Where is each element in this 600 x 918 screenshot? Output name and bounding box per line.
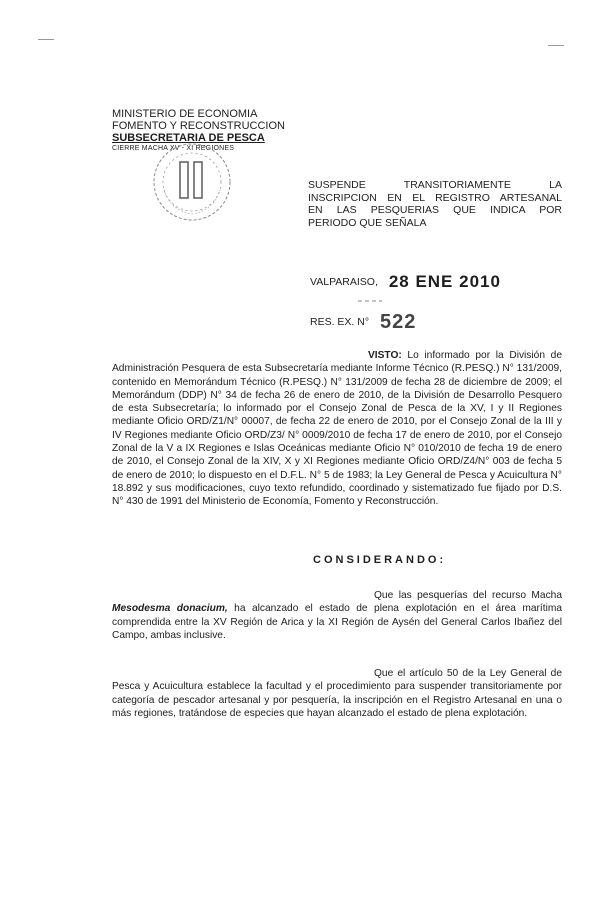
resolution-stamp-number: 522 bbox=[379, 311, 417, 333]
species-name: Mesodesma donacium, bbox=[112, 603, 228, 615]
official-seal-stamp bbox=[150, 140, 234, 224]
considerando-heading: CONSIDERANDO: bbox=[313, 554, 447, 566]
ministry-line-1: MINISTERIO DE ECONOMIA bbox=[112, 108, 258, 120]
scan-mark bbox=[358, 299, 382, 303]
city-label: VALPARAISO, bbox=[310, 276, 378, 288]
resolution-number bbox=[310, 311, 416, 334]
considerando-paragraph-2 bbox=[112, 667, 562, 720]
subject-block bbox=[308, 179, 562, 229]
visto-lead: VISTO: bbox=[368, 350, 402, 361]
paragraph-text: Acuicultura establece la facultad y el procedimiento para suspender transitoriamente por categoría de pescador artesanal y por pesquería, la inscripción en el Registro Artesanal en una o más regiones, tratándose de especies que hayan alcanzado el estado de plena explotación. bbox=[112, 681, 562, 719]
subsecretaria-title: SUBSECRETARIA DE PESCA bbox=[112, 132, 265, 144]
subject-line: INSCRIPCION EN EL REGISTRO ARTESANAL bbox=[308, 191, 562, 204]
scan-mark bbox=[38, 38, 54, 41]
place-date bbox=[310, 272, 501, 292]
ministry-line-2: FOMENTO Y RECONSTRUCCION bbox=[112, 120, 285, 132]
scan-mark bbox=[548, 44, 564, 47]
subject-line: SUSPENDE TRANSITORIAMENTE LA bbox=[308, 179, 562, 191]
seal-subtitle: CIERRE MACHA XV - XI REGIONES bbox=[112, 145, 235, 152]
paragraph-lead: Que las pesquerías del recurso Macha bbox=[374, 590, 562, 601]
resolution-label: RES. EX. N° bbox=[310, 316, 370, 328]
subject-line: PERIODO QUE SEÑALA bbox=[308, 216, 427, 229]
considerando-paragraph-1 bbox=[112, 589, 562, 642]
paragraph-lead: Que el artículo 50 de la Ley General de Pesca y bbox=[112, 668, 562, 693]
visto-paragraph bbox=[112, 349, 562, 509]
date-stamp: 28 ENE 2010 bbox=[388, 272, 501, 291]
visto-text: Lo informado por la División de Administración Pesquera de esta Subsecretaría mediante Informe Técnico (R.PESQ.) N° 131/2009, contenido en Memorándum Técnico (R.PESQ.) N° 131/2009 de fecha 28 de diciembre de 2009; el Memorándum (DDP) N° 34 de fecha 26 de enero de 2010, de la División de Desarrollo Pesquero de esta Subsecretaría; lo informado por el Consejo Zonal de Pesca de la XV, I y II Regiones mediante Oficio ORD/Z1/N° 00007, de fecha 22 de enero de 2010, por el Consejo Zonal de la III y IV Regiones mediante Oficio ORD/Z3/ N° 0009/2010 de fecha 17 de enero de 2010, por el Consejo Zonal de la V a IX Regiones e Islas Oceánicas mediante Oficio N° 010/2010 de fecha 19 de enero de 2010, el Consejo Zonal de la XIV, X y XI Regiones mediante Oficio ORD/Z4/N° 003 de fecha 5 de enero de 2010; lo dispuesto en el D.F.L. N° 5 de 1983; la Ley General de Pesca y Acuicultura N° 18.892 y sus modificaciones, cuyo texto refundido, coordinado y sistematizado fue fijado por D.S. N° 430 de 1991 del Ministerio de Economía, Fomento y Reconstrucción. bbox=[112, 350, 562, 508]
subject-line: EN LAS PESQUERIAS QUE INDICA POR bbox=[308, 204, 562, 216]
paragraph-text: ha alcanzado el estado de plena explotación en el área marítima comprendida entre la XV Región de Arica y la XI Región de Aysén del General Carlos Ibañez del Campo, ambas inclusive. bbox=[112, 603, 563, 641]
